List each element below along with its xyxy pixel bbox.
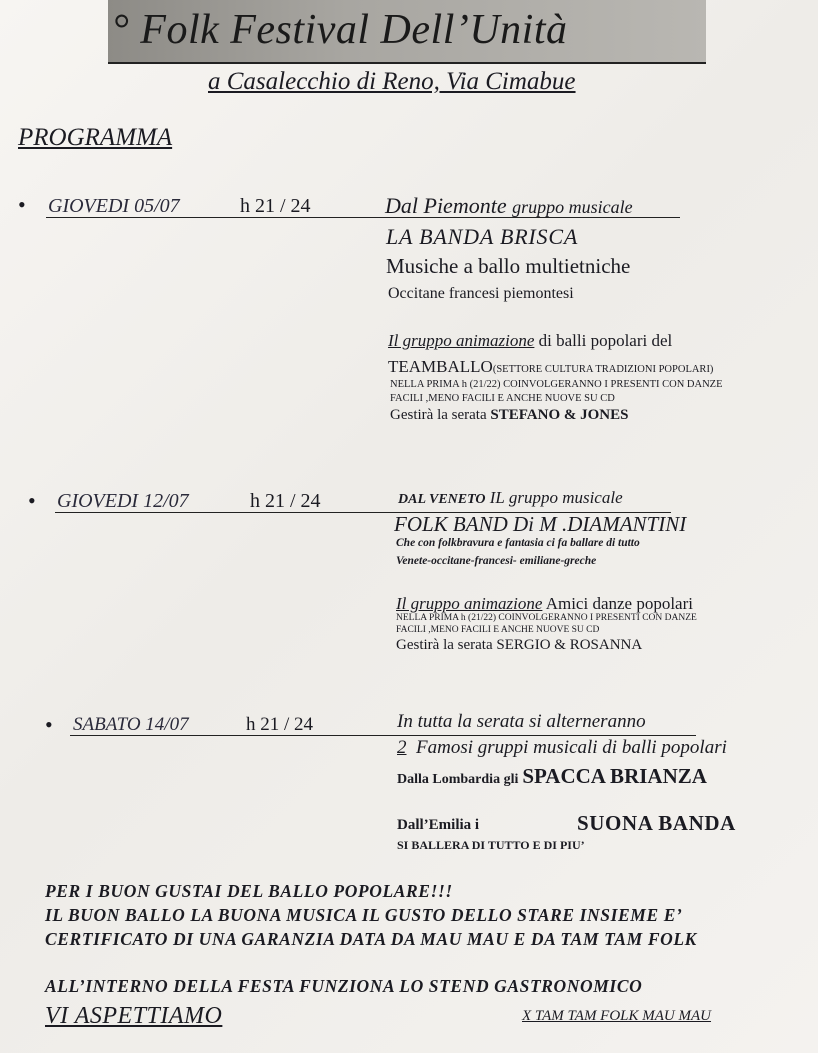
signature: X TAM TAM FOLK MAU MAU (522, 1008, 712, 1024)
bullet-icon: • (18, 192, 26, 217)
band-name: LA BANDA BRISCA (386, 224, 579, 249)
footer-line: CERTIFICATO DI UNA GARANZIA DATA DA MAU MAU E DA TAM TAM FOLK (45, 929, 697, 949)
event-date: SABATO 14/07 (73, 714, 189, 735)
animation-group: Il gruppo animazione di balli popolari del (388, 331, 673, 350)
event-description: Che con folkbravura e fantasia ci fa ballare di tutto (396, 537, 640, 549)
event-host: Gestirà la serata STEFANO & JONES (390, 407, 629, 423)
teamballo-line: TEAMBALLO(SETTORE CULTURA TRADIZIONI POPOLARI) (388, 357, 714, 376)
event-time: h 21 / 24 (250, 490, 321, 512)
event-origin: DAL VENETO IL gruppo musicale (398, 488, 623, 507)
emilia-prefix: Dall’Emilia i (397, 817, 480, 833)
event-date: GIOVEDI 12/07 (57, 490, 189, 512)
lombardia-line: Dalla Lombardia gli SPACCA BRIANZA (397, 764, 707, 788)
event-date: GIOVEDI 05/07 (48, 195, 180, 217)
groups-line: 2 Famosi gruppi musicali di balli popolari (397, 737, 727, 758)
note-line: NELLA PRIMA h (21/22) COINVOLGERANNO I PRESENTI CON DANZE (396, 613, 697, 623)
event-origin: Dal Piemonte gruppo musicale (385, 193, 633, 218)
band-name: FOLK BAND Di M .DIAMANTINI (394, 512, 687, 536)
note-line: FACILI ,MENO FACILI E ANCHE NUOVE SU CD (390, 393, 615, 404)
festival-location: a Casalecchio di Reno, Via Cimabue (208, 68, 576, 95)
event-closing: SI BALLERA DI TUTTO E DI PIU’ (397, 838, 585, 852)
date-rule (70, 735, 696, 736)
program-heading: PROGRAMMA (18, 124, 173, 151)
footer-line: IL BUON BALLO LA BUONA MUSICA IL GUSTO DELLO STARE INSIEME E’ (45, 905, 683, 925)
event-time: h 21 / 24 (240, 195, 311, 217)
festival-title: ° Folk Festival Dell’Unità (112, 7, 568, 53)
event-description: Musiche a ballo multietniche (386, 254, 631, 278)
event-subdescription: Occitane francesi piemontesi (388, 285, 574, 302)
event-time: h 21 / 24 (246, 714, 314, 735)
animation-group: Il gruppo animazione Amici danze popolari (396, 594, 693, 613)
closing-message: VI ASPETTIAMO (45, 1003, 223, 1029)
bullet-icon: • (28, 488, 36, 513)
footer-line: ALL’INTERNO DELLA FESTA FUNZIONA LO STEND GASTRONOMICO (45, 976, 643, 996)
footer-line: PER I BUON GUSTAI DEL BALLO POPOLARE!!! (45, 881, 453, 901)
note-line: FACILI ,MENO FACILI E ANCHE NUOVE SU CD (396, 625, 600, 635)
bullet-icon: • (45, 712, 53, 737)
event-host: Gestirà la serata SERGIO & ROSANNA (396, 637, 643, 653)
event-subdescription: Venete-occitane-francesi- emiliane-greche (396, 555, 597, 567)
emilia-band: SUONA BANDA (577, 811, 736, 835)
note-line: NELLA PRIMA h (21/22) COINVOLGERANNO I PRESENTI CON DANZE (390, 379, 723, 390)
event-intro: In tutta la serata si alterneranno (397, 711, 646, 732)
